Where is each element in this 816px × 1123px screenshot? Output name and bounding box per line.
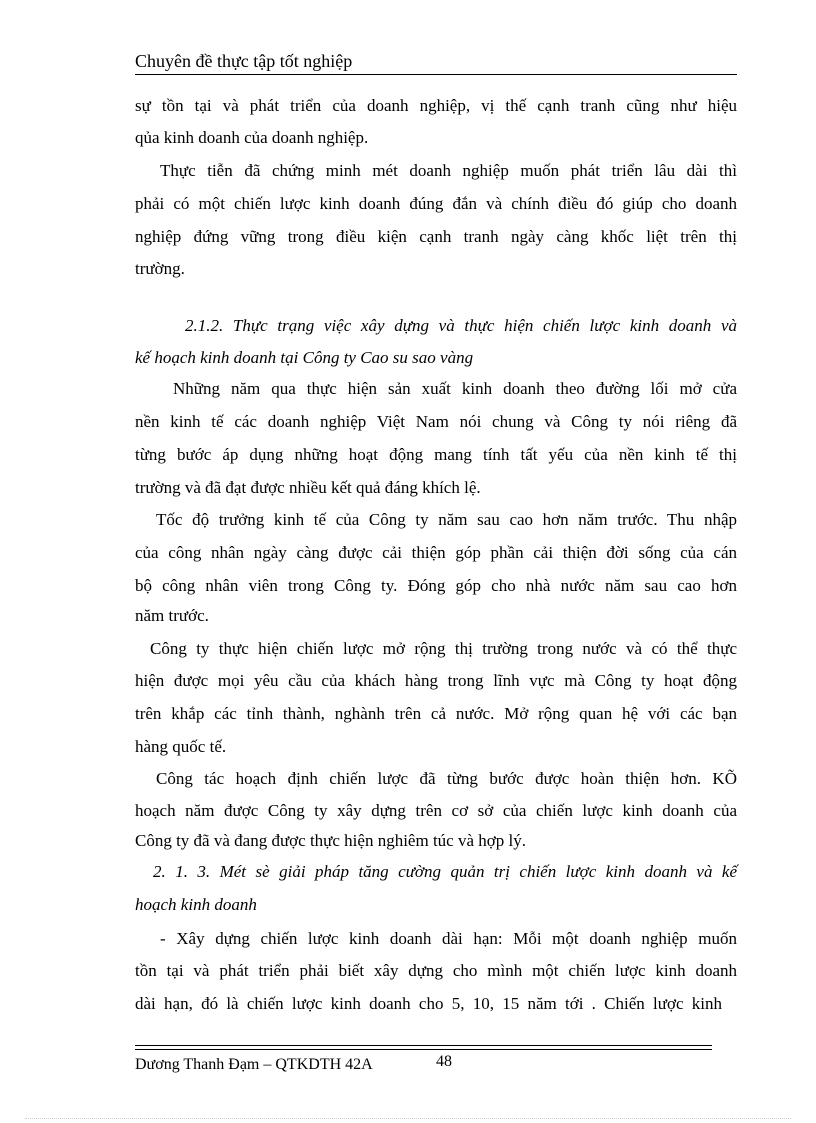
paragraph-line: Tốc độ trưởng kinh tế của Công ty năm sau cao hơn năm trước. Thu nhập [156, 510, 737, 529]
paragraph-line: nghiệp đứng vững trong điều kiện cạnh tranh ngày càng khốc liệt trên thị [135, 227, 737, 246]
paragraph-line: của công nhân ngày càng được cải thiện góp phần cải thiện đời sống của cán [135, 543, 737, 562]
paragraph-line: qủa kinh doanh của doanh nghiệp. [135, 128, 369, 147]
paragraph-line: - Xây dựng chiến lược kinh doanh dài hạn: Mỗi một doanh nghiệp muốn [160, 929, 737, 948]
paragraph-line: Công ty đã và đang được thực hiện nghiêm túc và hợp lý. [135, 831, 526, 850]
paragraph-line: năm trước. [135, 606, 209, 625]
footer-rule [135, 1049, 712, 1050]
paragraph-line: hoạch năm được Công ty xây dựng trên cơ sở của chiến lược kinh doanh của [135, 801, 737, 820]
section-heading-line: hoạch kinh doanh [135, 895, 257, 914]
paragraph-line: từng bước áp dụng những hoạt động mang tính tất yếu của nền kinh tế thị [135, 445, 737, 464]
paragraph-line: trên khắp các tỉnh thành, nghành trên cả nước. Mở rộng quan hệ với các bạn [135, 704, 737, 723]
section-heading-line: 2. 1. 3. Mét sè giải pháp tăng cường quản trị chiến lược kinh doanh và kế [153, 862, 737, 881]
paragraph-line: dài hạn, đó là chiến lược kinh doanh cho 5, 10, 15 năm tới . Chiến lược kinh [135, 994, 722, 1013]
paragraph-line: bộ công nhân viên trong Công ty. Đóng góp cho nhà nước năm sau cao hơn [135, 576, 737, 595]
paragraph-line: nền kinh tế các doanh nghiệp Việt Nam nói chung và Công ty nói riêng đã [135, 412, 737, 431]
paragraph-line: Công ty thực hiện chiến lược mở rộng thị trường trong nước và có thể thực [150, 639, 737, 658]
page-header-title: Chuyên đề thực tập tốt nghiệp [135, 50, 737, 75]
paragraph-line: sự tồn tại và phát triển của doanh nghiệp, vị thế cạnh tranh cũng như hiệu [135, 96, 737, 115]
paragraph-line: trường. [135, 259, 185, 278]
page-edge-divider [25, 1118, 791, 1119]
paragraph-line: Những năm qua thực hiện sản xuất kinh doanh theo đường lối mở cửa [173, 379, 737, 398]
footer-rule [135, 1045, 712, 1046]
section-heading-line: kế hoạch kinh doanh tại Công ty Cao su sao vàng [135, 348, 474, 367]
paragraph-line: hàng quốc tế. [135, 737, 227, 756]
section-heading-line: 2.1.2. Thực trạng việc xây dựng và thực hiện chiến lược kinh doanh và [185, 316, 737, 335]
footer-author: Dương Thanh Đạm – QTKDTH 42A [135, 1056, 373, 1073]
paragraph-line: tồn tại và phát triển phải biết xây dựng cho mình một chiến lược kinh doanh [135, 961, 737, 980]
paragraph-line: phải có một chiến lược kinh doanh đúng đắn và chính điều đó giúp cho doanh [135, 194, 737, 213]
paragraph-line: Công tác hoạch định chiến lược đã từng bước được hoàn thiện hơn. KÕ [156, 769, 737, 788]
paragraph-line: trường và đã đạt được nhiều kết quả đáng khích lệ. [135, 478, 481, 497]
page-number: 48 [436, 1053, 452, 1070]
paragraph-line: hiện được mọi yêu cầu của khách hàng trong lĩnh vực mà Công ty hoạt động [135, 671, 737, 690]
paragraph-line: Thực tiễn đã chứng minh mét doanh nghiệp muốn phát triển lâu dài thì [160, 161, 737, 180]
